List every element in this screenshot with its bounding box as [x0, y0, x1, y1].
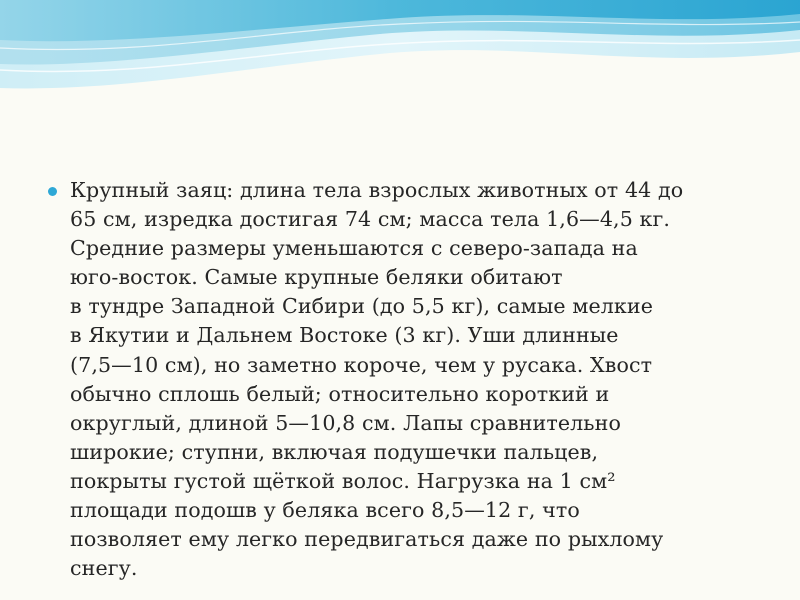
- text-line: Крупный заяц: длина тела взрослых животных от 44 до: [70, 178, 684, 202]
- text-line: в тундре Западной Сибири (до 5,5 кг), самые мелкие: [70, 294, 653, 319]
- text-line: юго-восток. Самые крупные беляки обитают: [70, 265, 563, 290]
- text-line: (7,5—10 см), но заметно короче, чем у русака. Хвост: [70, 352, 653, 377]
- text-line: позволяет ему легко передвигаться даже по рыхлому: [70, 527, 664, 552]
- bullet-item: [48, 176, 728, 583]
- slide-body: [48, 176, 728, 583]
- text-line: округлый, длиной 5—10,8 см. Лапы сравнительно: [70, 410, 621, 435]
- text-line: широкие; ступни, включая подушечки пальцев,: [70, 439, 599, 464]
- text-line: в Якутии и Дальнем Востоке (3 кг). Уши длинные: [70, 323, 619, 348]
- bullet-dot-icon: [48, 187, 57, 196]
- text-line: снегу.: [70, 556, 138, 581]
- text-line: 65 см, изредка достигая 74 см; масса тела 1,6—4,5 кг.: [70, 207, 671, 232]
- text-line: Средние размеры уменьшаются с северо-запада на: [70, 236, 638, 261]
- text-line: покрыты густой щёткой волос. Нагрузка на 1 см²: [70, 468, 616, 493]
- bullet-text: [70, 176, 683, 583]
- text-line: площади подошв у беляка всего 8,5—12 г, что: [70, 498, 580, 523]
- header-wave-decoration: [0, 0, 800, 100]
- text-line: обычно сплошь белый; относительно короткий и: [70, 381, 610, 406]
